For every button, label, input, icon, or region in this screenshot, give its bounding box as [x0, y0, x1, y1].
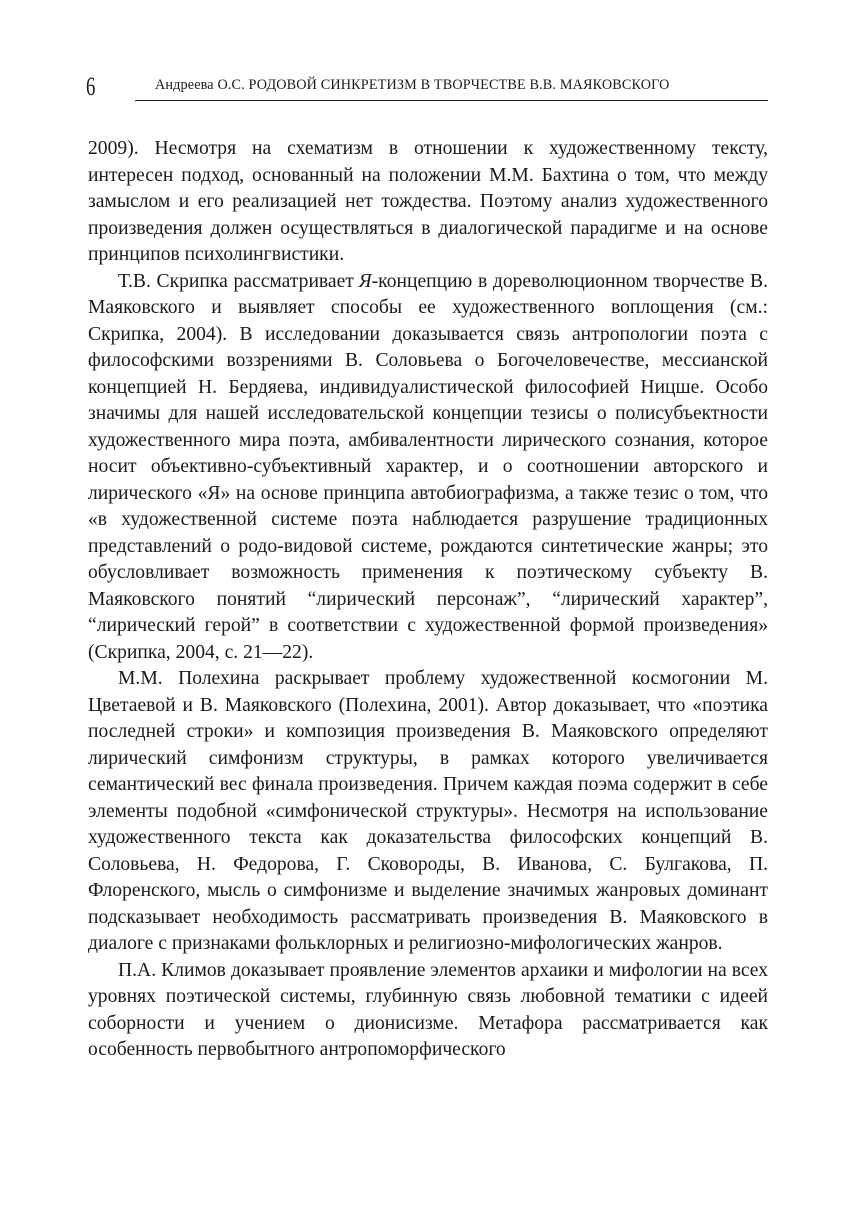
paragraph-2-text: Я-концепцию в дореволюционном творчестве В. Маяковского и выявляет способы ее художественного воплощения (см.: Скрипка, 2004). В исследовании доказывается связь антропологии поэта с философскими воззрениями В. Соловьева о Богочеловечестве, мессианской концепцией Н. Бердяева, индивидуалистической философией Ницше. Особо значимы для нашей исследовательской концепции тезисы о полисубъектности художественного мира поэта, амбивалентности лирического сознания, которое носит объективно-субъективный характер, и о соотношении авторского и лирического «Я» на основе принципа автобиографизма, а также тезис о том, что «в художественной системе поэта наблюдается разрушение традиционных представлений о родо-видовой системе, рождаются синтетические жанры; это обусловливает возможность применения к поэтическому субъекту В. Маяковского понятий “лирический персонаж”, “лирический характер”, “лирический герой” в соответствии с художественной формой произведения» (Скрипка, 2004, с. 21—22). [88, 270, 768, 663]
running-title: Андреева О.С. РОДОВОЙ СИНКРЕТИЗМ В ТВОРЧЕСТВЕ В.В. МАЯКОВСКОГО [155, 77, 670, 93]
body-text [88, 136, 768, 1064]
paragraph-1 [88, 136, 768, 269]
paragraph-1-text: 2009). Несмотря на схематизм в отношении к художественному тексту, интересен подход, основанный на положении М.М. Бахтина о том, что между замыслом и его реализацией нет тождества. Поэтому анализ художественного произведения должен осуществляться в диалогической парадигме и на основе принципов психолингвистики. [88, 138, 768, 265]
paragraph-2 [88, 269, 768, 667]
italic-ya: Я [358, 270, 372, 292]
paragraph-4-text: П.А. Климов доказывает проявление элементов архаики и мифологии на всех уровнях поэтической системы, глубинную связь любовной тематики с идеей соборности и учением о дионисизме. Метафора рассматривается как особенность первобытного антропоморфического [88, 959, 768, 1060]
header-divider [135, 100, 768, 101]
paragraph-3-text: М.М. Полехина раскрывает проблему художественной космогонии М. Цветаевой и В. Маяковского (Полехина, 2001). Автор доказывает, что «поэтика последней строки» и композиция произведения В. Маяковского определяют лирический симфонизм структуры, в рамках которого увеличивается семантический вес финала произведения. Причем каждая поэма содержит в себе элементы подобной «симфонической структуры». Несмотря на использование художественного текста как доказательства философских концепций В. Соловьева, Н. Федорова, Г. Сковороды, В. Иванова, С. Булгакова, П. Флоренского, мысль о симфонизме и выделение значимых жанровых доминант подсказывает необходимость рассматривать произведения В. Маяковского в диалоге с признаками фольклорных и религиозно-мифологических жанров. [88, 668, 768, 954]
paragraph-3 [88, 666, 768, 958]
paragraph-2-lead: Т.В. Скрипка рассматривает [118, 270, 354, 292]
paragraph-4 [88, 958, 768, 1064]
page-number: 6 [86, 72, 95, 101]
